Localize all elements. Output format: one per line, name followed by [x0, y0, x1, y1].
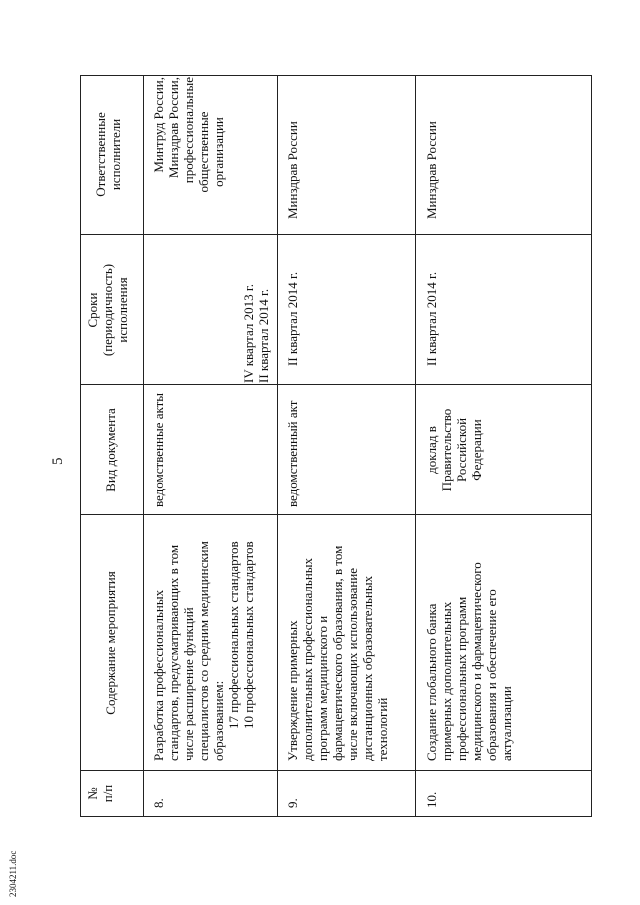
header-doc-type: Вид документа — [103, 408, 118, 492]
header-num: № п/п — [85, 784, 115, 803]
column-divider — [81, 234, 591, 235]
row-8-doc-type: ведомственные акты — [151, 392, 166, 507]
row-9-doc-type: ведомственный акт — [285, 400, 300, 507]
file-name: 2304211.doc — [8, 850, 18, 897]
row-8-content: Разработка профессиональных стандартов, предусматривающих в том числе расширение функций специалистов со средним медицинским образованием: 17 профессиональных стандартов 10 профессиональных стандартов — [151, 541, 256, 761]
row-divider — [415, 76, 416, 816]
header-deadline: Сроки (периодичность) исполнения — [85, 263, 130, 357]
row-10-num: 10. — [424, 791, 439, 808]
header-content: Содержание мероприятия — [103, 571, 118, 715]
row-9-content: Утверждение примерных дополнительных профессиональных программ медицинского и фармацевтического образования, в том числе включающих использование дистанционных образовательных технологий — [285, 545, 390, 761]
row-divider — [277, 76, 278, 816]
row-10-responsible: Минздрав России — [424, 121, 439, 219]
column-divider — [81, 770, 591, 771]
row-9-num: 9. — [285, 798, 300, 808]
row-9-responsible: Минздрав России — [285, 121, 300, 219]
page-number: 5 — [50, 457, 66, 465]
row-8-num: 8. — [151, 798, 166, 808]
row-10-content: Создание глобального банка примерных дополнительных профессиональных программ медицинского и фармацевтического образования и обеспечение его актуализации — [424, 562, 514, 761]
row-8-deadline: IV квартал 2013 г. II квартал 2014 г. — [241, 284, 271, 383]
row-10-deadline: II квартал 2014 г. — [424, 271, 439, 366]
row-9-deadline: II квартал 2014 г. — [285, 271, 300, 366]
row-8-responsible: Минтруд России, Минздрав России, профессиональные общественные организации — [151, 77, 226, 193]
header-responsible: Ответственные исполнители — [93, 112, 123, 197]
row-10-doc-type: доклад в Правительство Российской Федерации — [424, 408, 484, 492]
measures-table — [80, 75, 592, 817]
header-divider — [143, 76, 144, 816]
column-divider — [81, 514, 591, 515]
column-divider — [81, 384, 591, 385]
